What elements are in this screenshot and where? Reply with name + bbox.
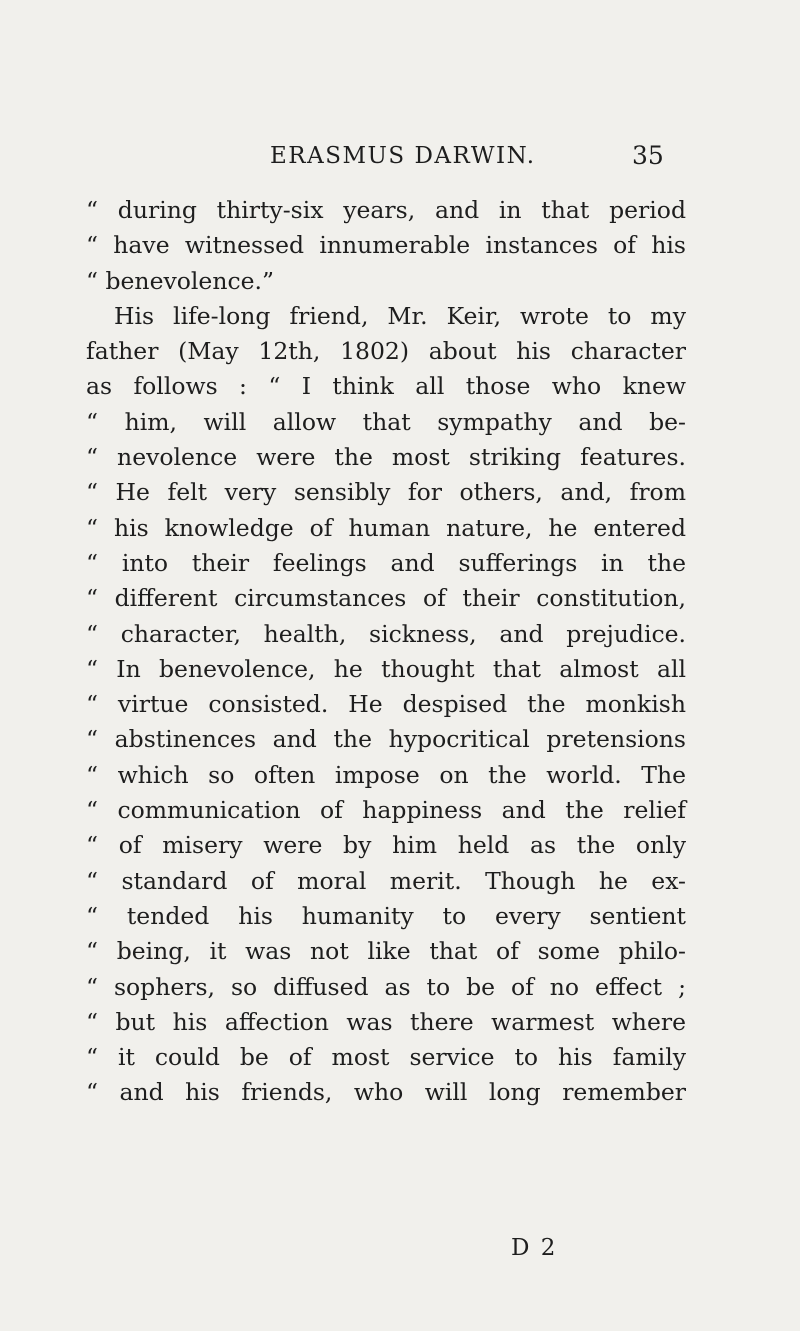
text-line: “ which so often impose on the world. The xyxy=(86,760,686,789)
text-line: “ into their feelings and sufferings in the xyxy=(86,548,686,577)
body-text xyxy=(86,193,686,1111)
text-line: “ during thirty-six years, and in that period xyxy=(86,196,686,224)
text-line: “ of misery were by him held as the only xyxy=(86,831,686,860)
text-line: “ tended his humanity to every sentient xyxy=(86,901,686,930)
text-line: “ have witnessed innumerable instances of his xyxy=(86,231,686,260)
text-line: “ him, will allow that sympathy and be- xyxy=(86,407,686,436)
text-line: “ sophers, so diffused as to be of no effect ; xyxy=(86,972,686,1001)
text-line: His life-long friend, Mr. Keir, wrote to my xyxy=(114,301,686,330)
running-head xyxy=(0,136,800,176)
text-line: “ character, health, sickness, and prejudice. xyxy=(86,619,686,648)
text-line: “ standard of moral merit. Though he ex- xyxy=(86,866,686,895)
text-line: “ communication of happiness and the relief xyxy=(86,796,686,825)
text-line: “ benevolence.” xyxy=(86,266,275,295)
text-line: “ He felt very sensibly for others, and, from xyxy=(86,478,686,507)
text-line: “ abstinences and the hypocritical pretensions xyxy=(86,725,686,754)
text-line: “ virtue consisted. He despised the monkish xyxy=(86,690,686,719)
text-line: “ but his affection was there warmest where xyxy=(86,1007,686,1036)
text-line: “ In benevolence, he thought that almost all xyxy=(86,654,686,683)
text-line: “ and his friends, who will long remember xyxy=(86,1078,686,1107)
text-line: father (May 12th, 1802) about his character xyxy=(86,337,686,366)
signature-mark: D 2 xyxy=(511,1235,558,1261)
text-line: “ it could be of most service to his family xyxy=(86,1043,686,1072)
text-line: as follows : “ I think all those who knew xyxy=(86,372,686,401)
text-line: “ his knowledge of human nature, he entered xyxy=(86,513,686,542)
running-title: ERASMUS DARWIN. xyxy=(270,143,536,169)
page-number: 35 xyxy=(632,141,664,170)
text-line: “ nevolence were the most striking features. xyxy=(86,443,686,472)
text-line: “ different circumstances of their constitution, xyxy=(86,584,686,613)
text-line: “ being, it was not like that of some philo- xyxy=(86,937,686,966)
